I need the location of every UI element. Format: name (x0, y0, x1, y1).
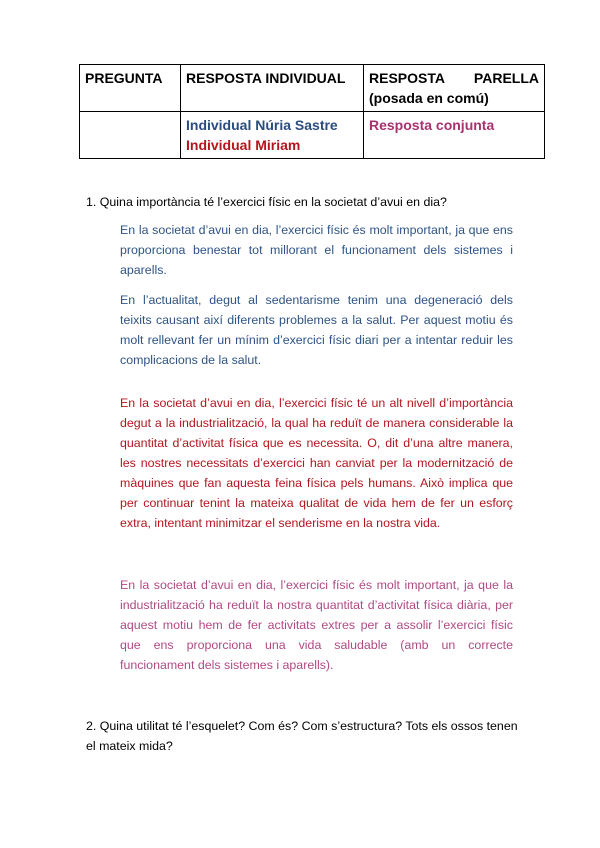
header-resposta-parella (364, 65, 545, 112)
header-pregunta: PREGUNTA (80, 65, 181, 112)
answer-conjunta: En la societat d’avui en dia, l’exercici físic és molt important, ja que la industrialització ha reduït la nostra quantitat d’activitat física diària, per aquest motiu hem de fer activitats extres per a assolir l’exercici físic que ens proporciona una vida saludable (amb un correcte funcionament dels sistemes i aparells). (120, 578, 513, 672)
header-parella-word1: RESPOSTA (369, 70, 445, 86)
answer-nuria: En la societat d’avui en dia, l’exercici físic és molt important, ja que ens proporciona benestar tot millorant el funcionament dels sistemes i aparells. (120, 223, 513, 277)
answer-miriam: En la societat d’avui en dia, l’exercici físic té un alt nivell d’importància degut a la industrialització, la qual ha reduït de manera considerable la quantitat d’activitat física que es necessita. O, dit d’una altre manera, les nostres necessitats d’exercici han canviat per la modernització de màquines que fan aquesta feina física pels humans. Això implica que per continuar tenint la mateixa qualitat de vida hem de fer un esforç extra, intentant minimitzar el senderisme en la nostra vida. (120, 396, 513, 530)
legend-miriam: Individual Miriam (186, 137, 301, 153)
question-2: 2. Quina utilitat té l’esquelet? Com és? Com s’estructura? Tots els ossos tenen el mateix mida? (86, 719, 518, 753)
legend-nuria: Individual Núria Sastre (186, 117, 338, 133)
empty-cell (80, 112, 181, 159)
table-legend-row (80, 112, 545, 159)
header-resposta-individual: RESPOSTA INDIVIDUAL (181, 65, 364, 112)
legend-conjunta: Resposta conjunta (364, 112, 545, 159)
answers-legend-table (79, 64, 545, 159)
header-parella-sub: (posada en comú) (369, 90, 489, 106)
question-1: 1. Quina importància té l’exercici físic en la societat d’avui en dia? (86, 195, 447, 209)
answer-nuria-2: En l’actualitat, degut al sedentarisme tenim una degeneració dels teixits causant així diferents problemes a la salut. Per aquest motiu és molt rellevant fer un mínim d’exercici físic diari per a intentar reduir les complicacions de la salut. (120, 293, 513, 367)
table-header-row (80, 65, 545, 112)
header-parella-word2: PARELLA (473, 70, 539, 86)
legend-individual-cell (181, 112, 364, 159)
